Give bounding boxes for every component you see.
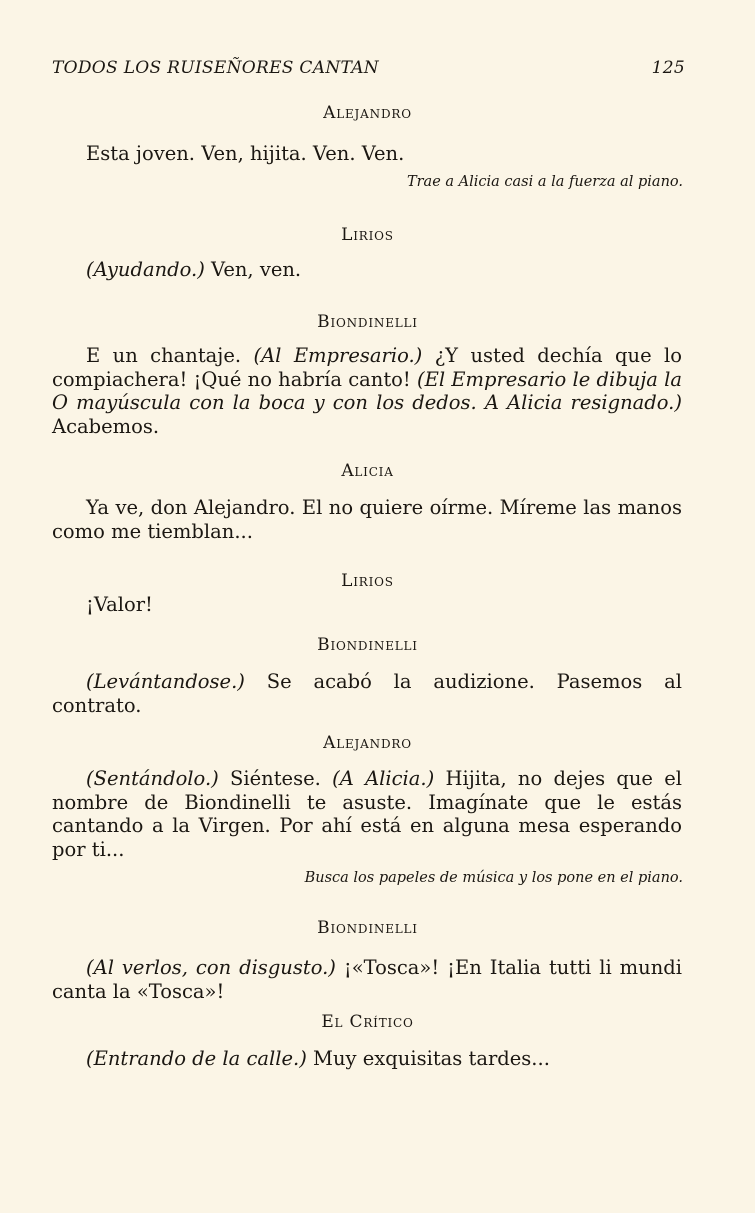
dialogue-line — [52, 956, 682, 1003]
speech-text: Hijita, no dejes que el nombre de Biondinelli te asuste. Imagínate que le estás cantando a la Virgen. Por ahí está en alguna mesa esperando por ti... — [52, 767, 683, 861]
speech-text: ¿Y usted dechía que lo compiachera! ¡Qué no habría canto! — [52, 344, 683, 391]
dialogue-line — [52, 767, 682, 861]
speaker-name: Alejandro — [323, 103, 412, 123]
speech-text: Ven, ven. — [204, 258, 302, 281]
stage-direction-inline: (Sentándolo.) — [86, 767, 219, 790]
stage-direction-inline: (El Empresario le dibuja la O mayúscula con la boca y con los dedos. A Alicia resignado.) — [52, 367, 682, 414]
stage-direction-inline: (Al Empresario.) — [253, 344, 423, 367]
speaker-name: Biondinelli — [317, 635, 418, 655]
dialogue-line — [52, 344, 682, 438]
dialogue-line — [52, 258, 682, 282]
speaker-name: El Crítico — [321, 1012, 414, 1032]
dialogue-line — [52, 1047, 682, 1071]
stage-direction-inline: (Al verlos, con disgusto.) — [86, 956, 336, 979]
speaker-name: Alicia — [341, 461, 394, 481]
stage-direction-inline: (Ayudando.) — [86, 258, 205, 281]
speech-text: Acabemos. — [52, 414, 160, 438]
speaker-name: Lirios — [341, 571, 394, 591]
speaker-name: Biondinelli — [317, 918, 418, 938]
stage-direction: Busca los papeles de música y los pone en el piano. — [304, 870, 683, 886]
speaker-name: Lirios — [341, 225, 394, 245]
speech-text: E un chantaje. — [86, 344, 254, 367]
speech-text: Muy exquisitas tardes... — [306, 1047, 550, 1070]
page-number: 125 — [651, 58, 685, 78]
stage-direction-inline: (Entrando de la calle.) — [86, 1047, 307, 1070]
book-title: TODOS LOS RUISEÑORES CANTAN — [52, 58, 379, 78]
speech-text: Se acabó la audizione. Pasemos al contrato. — [52, 670, 682, 717]
dialogue-line: ¡Valor! — [86, 593, 153, 616]
speaker-name: Biondinelli — [317, 312, 418, 332]
speech-text: ¡«Tosca»! ¡En Italia tutti li mundi canta la «Tosca»! — [52, 956, 682, 1003]
dialogue-line — [52, 670, 682, 717]
running-header — [52, 58, 685, 78]
stage-direction-inline: (Levántandose.) — [86, 670, 245, 693]
speech-text: Siéntese. — [218, 767, 333, 790]
stage-direction-inline: (A Alicia.) — [332, 767, 435, 790]
stage-direction: Trae a Alicia casi a la fuerza al piano. — [406, 174, 683, 190]
dialogue-line: Ya ve, don Alejandro. El no quiere oírme. Míreme las manos como me tiemblan... — [52, 496, 682, 543]
speaker-name: Alejandro — [323, 733, 412, 753]
dialogue-line: Esta joven. Ven, hijita. Ven. Ven. — [86, 142, 405, 165]
